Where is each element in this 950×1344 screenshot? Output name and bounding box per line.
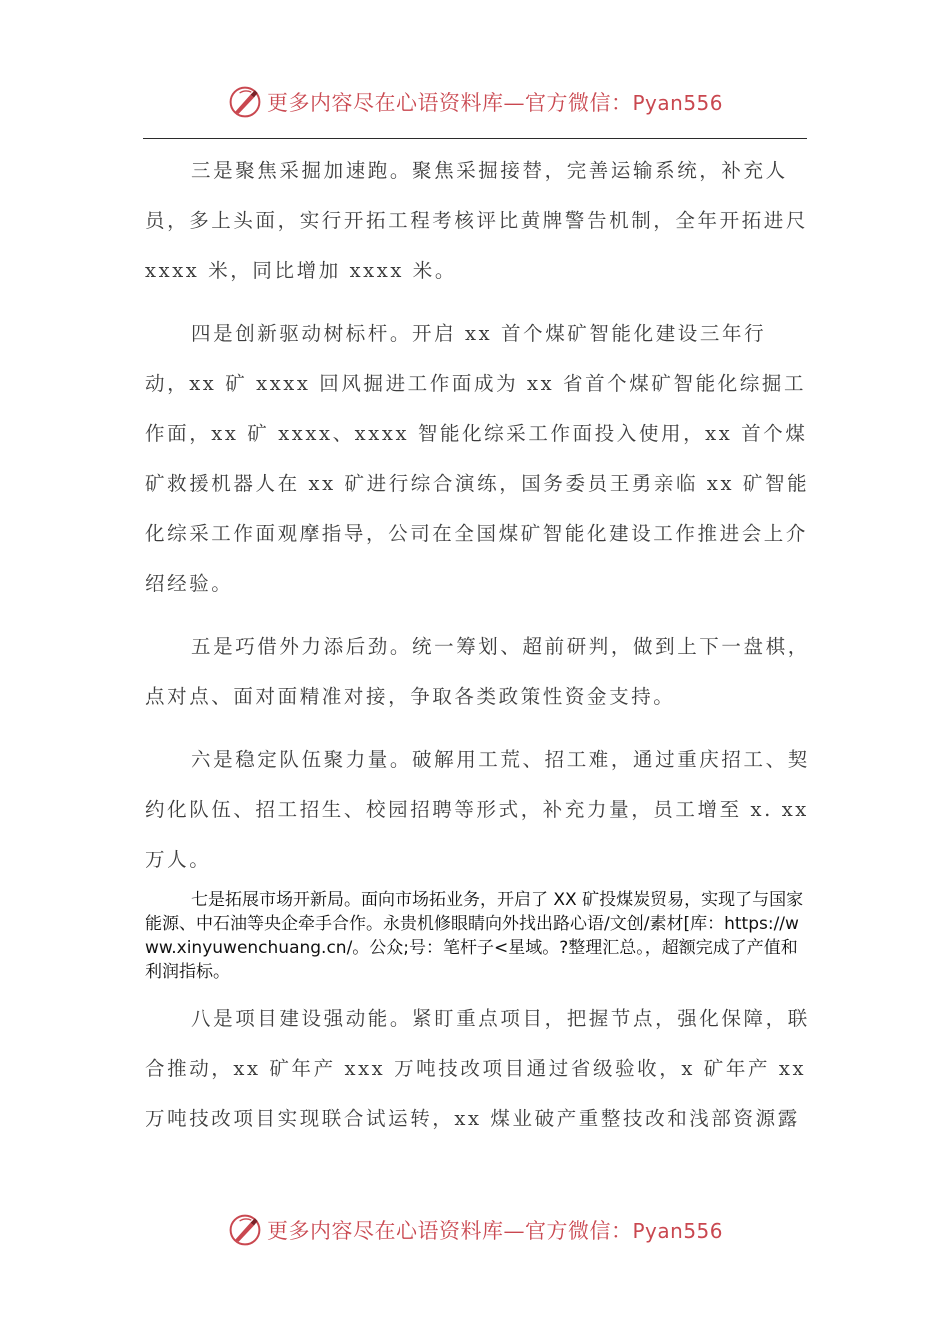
header-banner [0,80,950,124]
paragraph-8: 八是项目建设强动能。紧盯重点项目，把握节点，强化保障，联合推动，xx 矿年产 xxx 万吨技改项目通过省级验收，x 矿年产 xx 万吨技改项目实现联合试运转，xx 煤业破产重整技改和浅部资源露 [145,1007,810,1130]
header-divider [143,138,807,139]
pen-logo-icon [227,84,263,120]
paragraph-3: 三是聚焦采掘加速跑。聚焦采掘接替，完善运输系统，补充人员，多上头面，实行开拓工程考核评比黄牌警告机制，全年开拓进尺 xxxx 米，同比增加 xxxx 米。 [145,159,809,282]
paragraph-6: 六是稳定队伍聚力量。破解用工荒、招工难，通过重庆招工、契约化队伍、招工招生、校园招聘等形式，补充力量，员工增至 x. xx 万人。 [145,748,810,871]
paragraph-7: 七是拓展市场开新局。面向市场拓业务，开启了 XX 矿投煤炭贸易，实现了与国家能源、中石油等央企牵手合作。永贵机修眼睛向外找出路心语/文创/素材[库：https://www.xinyuwenchuang.cn/。公众;号：笔杆子<星域。?整理汇总。，超额完成了产值和利润指标。 [145,890,804,982]
header-banner-text: 更多内容尽在心语资料库—官方微信：Pyan556 [266,91,723,115]
pen-logo-icon [227,1212,263,1248]
footer-banner-text: 更多内容尽在心语资料库—官方微信：Pyan556 [266,1219,723,1243]
footer-banner [0,1208,950,1252]
paragraph-4: 四是创新驱动树标杆。开启 xx 首个煤矿智能化建设三年行动，xx 矿 xxxx 回风掘进工作面成为 xx 省首个煤矿智能化综掘工作面，xx 矿 xxxx、xxxx 智能化综采工作面投入使用，xx 首个煤矿救援机器人在 xx 矿进行综合演练，国务委员王勇亲临 xx 矿智能化综采工作面观摩指导，公司在全国煤矿智能化建设工作推进会上介绍经验。 [145,322,810,595]
paragraph-5: 五是巧借外力添后劲。统一筹划、超前研判，做到上下一盘棋，点对点、面对面精准对接，争取各类政策性资金支持。 [145,635,810,708]
document-body [145,146,810,1157]
